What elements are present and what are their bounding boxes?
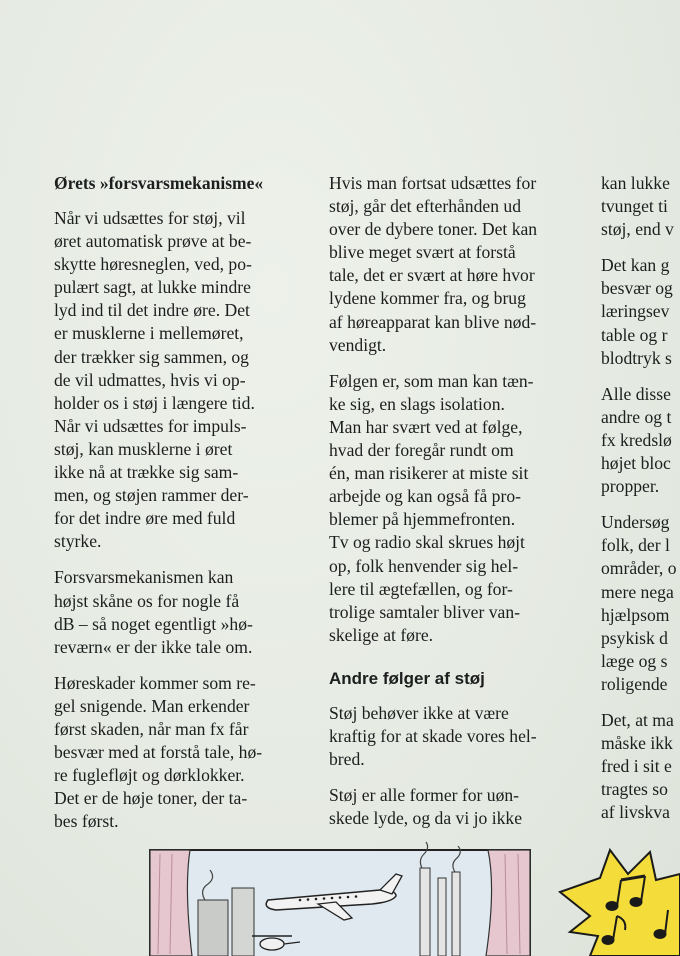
paragraph: Støj er alle former for uøn- skede lyde, og da vi jo ikke bbox=[329, 785, 522, 829]
paragraph: Det kan g besvær og læringsev table og r blodtryk s bbox=[601, 255, 673, 368]
paragraph: Når vi udsættes for støj, vil øret automatisk prøve at be- skytte høresneglen, ved, po- pulært sagt, at lukke mindre lyd ind til det indre øre. Det er musklerne i mellemøret, der trækker sig sammen, og de vil udmattes, hvis vi op- holder os i støj i længere tid. Når vi udsættes for impuls- støj, kan musklerne i øret ikke nå at trække sig sam- men, og støjen rammer der- for det indre øre med fuld styrke. bbox=[54, 208, 255, 552]
section-heading-other-effects: Andre følger af støj bbox=[329, 668, 485, 688]
window-noise-illustration bbox=[0, 828, 680, 956]
paragraph: kan lukke tvunget ti støj, end v bbox=[601, 173, 674, 240]
text-column-2 bbox=[329, 172, 573, 843]
text-column-1 bbox=[54, 172, 294, 846]
paragraph: Det, at ma måske ikk fred i sit e tragtes so af livskva bbox=[601, 709, 674, 823]
paragraph: Høreskader kommer som re- gel snigende. Man erkender først skaden, når man fx får besvær med at forstå tale, hø- re fuglefløjt og dørklokker. Det er de høje toner, der ta- bes først. bbox=[54, 672, 263, 832]
paragraph: Støj behøver ikke at være kraftig for at skade vores hel- bred. bbox=[329, 702, 537, 770]
paragraph: Alle disse andre og t fx kredslø højet bloc propper. bbox=[601, 383, 672, 497]
text-column-3-cropped bbox=[601, 172, 680, 837]
noise-burst-icon bbox=[560, 850, 680, 956]
paragraph: Hvis man fortsat udsættes for støj, går det efterhånden ud over de dybere toner. Det kan blive meget svært at forstå tale, det er svært at høre hvor lydene kommer fra, og brug af høreapparat kan blive nød- vendigt. bbox=[329, 173, 538, 355]
paragraph: Forsvarsmekanismen kan højst skåne os for nogle få dB – så noget egentligt »hø- reværn« er der ikke tale om. bbox=[54, 567, 253, 657]
curtain-right bbox=[486, 850, 530, 956]
section-heading-ear-defense: Ørets »forsvarsmekanisme« bbox=[54, 173, 264, 193]
paragraph: Undersøg folk, der l områder, o mere nega hjælpsom psykisk d læge og s roligende bbox=[601, 512, 677, 694]
paragraph: Følgen er, som man kan tæn- ke sig, en slags isolation. Man har svært ved at følge, hvad der foregår rundt om én, man risikerer at miste sit arbejde og kan også få pro- blemer på hjemmefronten. Tv og radio skal skrues højt op, folk henvender sig hel- lere til ægtefællen, og for- trolige samtaler bliver van- skelige at føre. bbox=[329, 370, 534, 645]
